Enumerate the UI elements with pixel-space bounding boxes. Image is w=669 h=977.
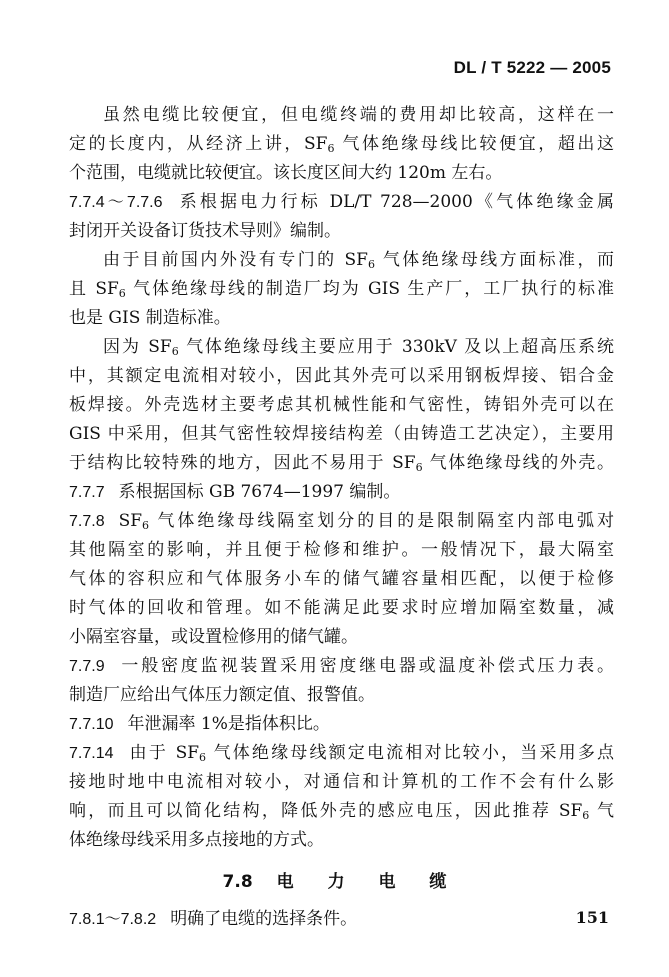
clause-number: 7.7.4～7.7.6 (69, 194, 163, 211)
section-title: 电 力 电 缆 (276, 872, 461, 892)
text-line (69, 101, 614, 130)
text-line (69, 826, 614, 855)
text-line (69, 768, 614, 797)
text-line (69, 188, 614, 217)
line-text: 由于目前国内外没有专门的 $SF_6$ 气体绝缘母线方面标准，而 (103, 250, 614, 271)
line-text: 系根据电力行标 DL/T 728—2000《气体绝缘金属 (176, 192, 614, 212)
line-text: 也是 GIS 制造标准。 (69, 308, 231, 328)
line-text: 时气体的回收和管理。如不能满足此要求时应增加隔室数量，减 (69, 598, 614, 618)
text-line (69, 420, 614, 449)
text-line (69, 333, 614, 362)
document-body (69, 101, 614, 934)
line-text: 其他隔室的影响，并且便于检修和维护。一般情况下，最大隔室 (69, 540, 614, 560)
line-text: 于结构比较特殊的地方，因此不易用于 $SF_6$ 气体绝缘母线的外壳。 (69, 453, 614, 474)
line-text: 小隔室容量，或设置检修用的储气罐。 (69, 627, 358, 647)
text-line (69, 246, 614, 275)
text-line (69, 130, 614, 159)
clause-number: 7.7.10 (69, 716, 114, 733)
text-line (69, 536, 614, 565)
line-text: 接地时地中电流相对较小，对通信和计算机的工作不会有什么影 (69, 772, 614, 792)
line-text: 一般密度监视装置采用密度继电器或温度补偿式压力表。 (118, 656, 614, 676)
text-line (69, 507, 614, 536)
line-text: 体绝缘母线采用多点接地的方式。 (69, 830, 324, 850)
line-text: 封闭开关设备订货技术导则》编制。 (69, 221, 341, 241)
text-line (69, 565, 614, 594)
clause-number: 7.7.8 (69, 513, 105, 530)
text-line (69, 449, 614, 478)
text-line (69, 159, 614, 188)
section-heading (69, 868, 614, 897)
text-line (69, 275, 614, 304)
line-text: 气体的容积应和气体服务小车的储气罐容量相匹配，以便于检修 (69, 569, 614, 589)
clause-number: 7.7.9 (69, 658, 105, 675)
line-text: 因为 $SF_6$ 气体绝缘母线主要应用于 330kV 及以上超高压系统 (103, 337, 614, 358)
text-line (69, 681, 614, 710)
clause-number: 7.7.7 (69, 484, 105, 501)
text-line (69, 710, 614, 739)
text-line (69, 594, 614, 623)
text-line (69, 362, 614, 391)
text-line (69, 739, 614, 768)
line-text: 板焊接。外壳选材主要考虑其机械性能和气密性，铸铝外壳可以在 (69, 395, 614, 415)
text-line (69, 391, 614, 420)
line-text: GIS 中采用，但其气密性较焊接结构差（由铸造工艺决定），主要用 (69, 424, 614, 444)
line-text: 由于 $SF_6$ 气体绝缘母线额定电流相对比较小，当采用多点 (127, 743, 614, 764)
document-header: DL / T 5222 — 2005 (453, 58, 611, 77)
line-text: $SF_6$ 气体绝缘母线隔室划分的目的是限制隔室内部电弧对 (118, 511, 614, 532)
line-text: 定的长度内，从经济上讲，$SF_6$ 气体绝缘母线比较便宜，超出这 (69, 134, 614, 155)
text-line (69, 304, 614, 333)
line-text: 中，其额定电流相对较小，因此其外壳可以采用钢板焊接、铝合金 (69, 366, 614, 386)
line-text: 虽然电缆比较便宜，但电缆终端的费用却比较高，这样在一 (103, 105, 614, 125)
line-text: 响，而且可以简化结构，降低外壳的感应电压，因此推荐 $SF_6$ 气 (69, 801, 614, 822)
line-text: 且 $SF_6$ 气体绝缘母线的制造厂均为 GIS 生产厂，工厂执行的标准 (69, 279, 614, 300)
page-number: 151 (575, 908, 609, 927)
text-line (69, 905, 614, 934)
line-text: 年泄漏率 1%是指体积比。 (127, 714, 330, 734)
line-text: 明确了电缆的选择条件。 (170, 909, 358, 929)
clause-number: 7.8.1～7.8.2 (69, 911, 157, 928)
text-line (69, 652, 614, 681)
section-number: 7.8 (222, 872, 253, 892)
text-line (69, 217, 614, 246)
text-line (69, 797, 614, 826)
line-text: 制造厂应给出气体压力额定值、报警值。 (69, 685, 375, 705)
line-text: 个范围，电缆就比较便宜。该长度区间大约 120m 左右。 (69, 163, 503, 183)
line-text: 系根据国标 GB 7674—1997 编制。 (118, 482, 401, 502)
text-line (69, 623, 614, 652)
text-line (69, 478, 614, 507)
clause-number: 7.7.14 (69, 745, 114, 762)
